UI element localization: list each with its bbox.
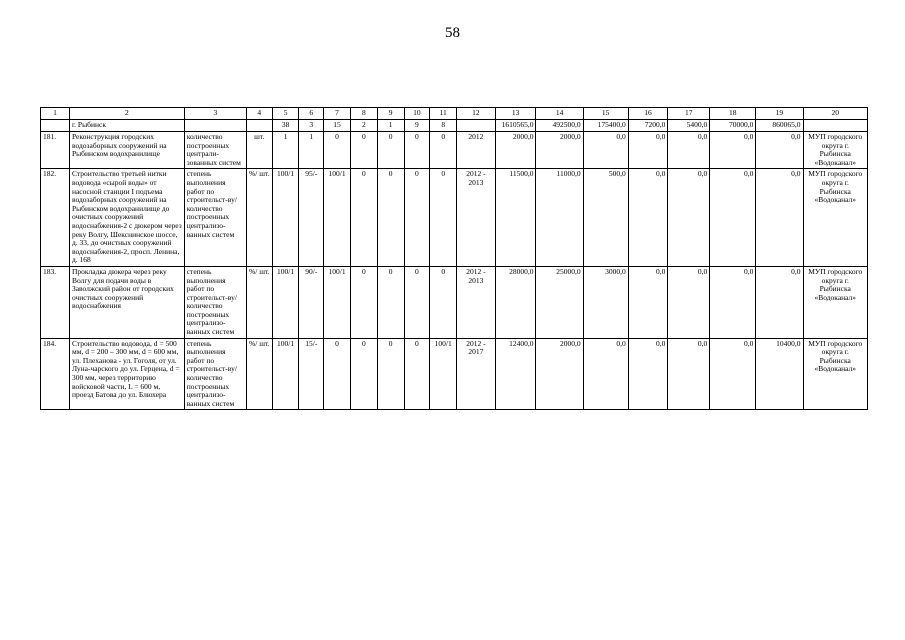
value-c10: 0 bbox=[404, 266, 430, 338]
amount-c18: 0,0 bbox=[710, 169, 756, 267]
cell-empty bbox=[457, 120, 496, 132]
header-cell: 14 bbox=[536, 108, 583, 120]
city-name: г. Рыбинск bbox=[69, 120, 184, 132]
unit: шт. bbox=[246, 132, 272, 169]
unit: %/ шт. bbox=[246, 169, 272, 267]
header-cell: 20 bbox=[803, 108, 868, 120]
amount-c19: 0,0 bbox=[756, 169, 803, 267]
value-c10: 0 bbox=[404, 338, 430, 410]
city-c9: 1 bbox=[377, 120, 404, 132]
amount-c15: 0,0 bbox=[583, 132, 628, 169]
value-c9: 0 bbox=[377, 266, 404, 338]
measure-name: Реконструкция городских водозаборных сооружений на Рыбинском водохранилище bbox=[69, 132, 184, 169]
value-c7: 100/1 bbox=[324, 266, 351, 338]
executor: МУП городского округа г. Рыбинска «Водоканал» bbox=[803, 266, 868, 338]
city-c7: 15 bbox=[324, 120, 351, 132]
value-c6: 95/- bbox=[299, 169, 324, 267]
row-number: 183. bbox=[41, 266, 70, 338]
value-c9: 0 bbox=[377, 169, 404, 267]
amount-c19: 10400,0 bbox=[756, 338, 803, 410]
column-number-row bbox=[41, 108, 868, 120]
amount-c13: 11500,0 bbox=[495, 169, 536, 267]
row-number: 181. bbox=[41, 132, 70, 169]
amount-c13: 12400,0 bbox=[495, 338, 536, 410]
city-c16: 7200,0 bbox=[628, 120, 668, 132]
header-cell: 4 bbox=[246, 108, 272, 120]
indicator: степень выполнения работ по строительст-ву/количество построенных централизо-ванных систем bbox=[184, 266, 246, 338]
city-c11: 8 bbox=[430, 120, 457, 132]
value-c8: 0 bbox=[350, 266, 377, 338]
amount-c15: 0,0 bbox=[583, 338, 628, 410]
city-c5: 38 bbox=[272, 120, 299, 132]
row-number: 184. bbox=[41, 338, 70, 410]
header-cell: 19 bbox=[756, 108, 803, 120]
cell-empty bbox=[803, 120, 868, 132]
header-cell: 12 bbox=[457, 108, 496, 120]
header-cell: 11 bbox=[430, 108, 457, 120]
period: 2012 - 2017 bbox=[457, 338, 496, 410]
period: 2012 bbox=[457, 132, 496, 169]
header-cell: 9 bbox=[377, 108, 404, 120]
amount-c14: 11000,0 bbox=[536, 169, 583, 267]
value-c8: 0 bbox=[350, 132, 377, 169]
table-row bbox=[41, 132, 868, 169]
value-c5: 1 bbox=[272, 132, 299, 169]
value-c7: 0 bbox=[324, 132, 351, 169]
header-cell: 1 bbox=[41, 108, 70, 120]
measure-name: Строительство третьей нитки водовода «сырой воды» от насосной станции I подъема водозаборных сооружений на Рыбинском водохранилище до очистных сооружений водоснабжения-2 с дюкером через реку Волгу, Шекснинское шоссе, д. 33, до очистных сооружений водоснабжения-2, просп. Ленина, д. 168 bbox=[69, 169, 184, 267]
indicator: степень выполнения работ по строительст-ву/количество построенных централизо-ванных систем bbox=[184, 169, 246, 267]
city-c19: 860065,0 bbox=[756, 120, 803, 132]
header-cell: 6 bbox=[299, 108, 324, 120]
period: 2012 - 2013 bbox=[457, 266, 496, 338]
indicator: степень выполнения работ по строительст-ву/количество построенных централизо-ванных систем bbox=[184, 338, 246, 410]
value-c5: 100/1 bbox=[272, 338, 299, 410]
amount-c13: 2000,0 bbox=[495, 132, 536, 169]
amount-c18: 0,0 bbox=[710, 266, 756, 338]
executor: МУП городского округа г. Рыбинска «Водоканал» bbox=[803, 132, 868, 169]
value-c11: 0 bbox=[430, 266, 457, 338]
table-row bbox=[41, 266, 868, 338]
header-cell: 2 bbox=[69, 108, 184, 120]
unit: %/ шт. bbox=[246, 266, 272, 338]
amount-c14: 25000,0 bbox=[536, 266, 583, 338]
header-cell: 13 bbox=[495, 108, 536, 120]
city-c13: 1610565,0 bbox=[495, 120, 536, 132]
value-c10: 0 bbox=[404, 169, 430, 267]
amount-c19: 0,0 bbox=[756, 132, 803, 169]
amount-c17: 0,0 bbox=[668, 169, 710, 267]
value-c7: 0 bbox=[324, 338, 351, 410]
header-cell: 5 bbox=[272, 108, 299, 120]
city-c18: 70000,0 bbox=[710, 120, 756, 132]
city-c14: 492500,0 bbox=[536, 120, 583, 132]
value-c7: 100/1 bbox=[324, 169, 351, 267]
table-row bbox=[41, 169, 868, 267]
header-cell: 15 bbox=[583, 108, 628, 120]
value-c5: 100/1 bbox=[272, 169, 299, 267]
amount-c17: 0,0 bbox=[668, 266, 710, 338]
measure-name: Строительство водовода, d = 500 мм, d = 200 – 300 мм, d = 600 мм, ул. Плеханова - ул. Гоголя, от ул. Луна-чарского до ул. Герцена, d = 300 мм, через территорию войсковой части, L = 600 м, проезд Батова до ул. Блюхера bbox=[69, 338, 184, 410]
city-c6: 3 bbox=[299, 120, 324, 132]
value-c11: 0 bbox=[430, 169, 457, 267]
cell-empty bbox=[41, 120, 70, 132]
city-c15: 175400,0 bbox=[583, 120, 628, 132]
indicator: количество построенных централи-зованных систем bbox=[184, 132, 246, 169]
unit: %/ шт. bbox=[246, 338, 272, 410]
amount-c15: 3000,0 bbox=[583, 266, 628, 338]
value-c6: 1 bbox=[299, 132, 324, 169]
amount-c17: 0,0 bbox=[668, 338, 710, 410]
amount-c16: 0,0 bbox=[628, 338, 668, 410]
cell-empty bbox=[246, 120, 272, 132]
amount-c16: 0,0 bbox=[628, 132, 668, 169]
header-cell: 18 bbox=[710, 108, 756, 120]
amount-c16: 0,0 bbox=[628, 169, 668, 267]
amount-c14: 2000,0 bbox=[536, 338, 583, 410]
amount-c16: 0,0 bbox=[628, 266, 668, 338]
header-cell: 7 bbox=[324, 108, 351, 120]
amount-c13: 28000,0 bbox=[495, 266, 536, 338]
value-c8: 0 bbox=[350, 169, 377, 267]
amount-c15: 500,0 bbox=[583, 169, 628, 267]
header-cell: 17 bbox=[668, 108, 710, 120]
header-cell: 16 bbox=[628, 108, 668, 120]
header-cell: 3 bbox=[184, 108, 246, 120]
executor: МУП городского округа г. Рыбинска «Водоканал» bbox=[803, 338, 868, 410]
executor: МУП городского округа г. Рыбинска «Водоканал» bbox=[803, 169, 868, 267]
value-c11: 100/1 bbox=[430, 338, 457, 410]
period: 2012 - 2013 bbox=[457, 169, 496, 267]
value-c5: 100/1 bbox=[272, 266, 299, 338]
amount-c14: 2000,0 bbox=[536, 132, 583, 169]
amount-c18: 0,0 bbox=[710, 338, 756, 410]
value-c11: 0 bbox=[430, 132, 457, 169]
value-c6: 15/- bbox=[299, 338, 324, 410]
value-c9: 0 bbox=[377, 132, 404, 169]
city-c10: 9 bbox=[404, 120, 430, 132]
table-row bbox=[41, 338, 868, 410]
amount-c17: 0,0 bbox=[668, 132, 710, 169]
measure-name: Прокладка дюкера через реку Волгу для подачи воды в Заволжский район от городских очистных сооружений водоснабжения bbox=[69, 266, 184, 338]
value-c6: 90/- bbox=[299, 266, 324, 338]
amount-c19: 0,0 bbox=[756, 266, 803, 338]
value-c8: 0 bbox=[350, 338, 377, 410]
city-c17: 5400,0 bbox=[668, 120, 710, 132]
cell-empty bbox=[184, 120, 246, 132]
value-c10: 0 bbox=[404, 132, 430, 169]
row-number: 182. bbox=[41, 169, 70, 267]
city-c8: 2 bbox=[350, 120, 377, 132]
city-total-row bbox=[41, 120, 868, 132]
header-cell: 10 bbox=[404, 108, 430, 120]
page-number: 58 bbox=[445, 25, 460, 41]
investment-program-table bbox=[40, 107, 868, 410]
amount-c18: 0,0 bbox=[710, 132, 756, 169]
value-c9: 0 bbox=[377, 338, 404, 410]
header-cell: 8 bbox=[350, 108, 377, 120]
